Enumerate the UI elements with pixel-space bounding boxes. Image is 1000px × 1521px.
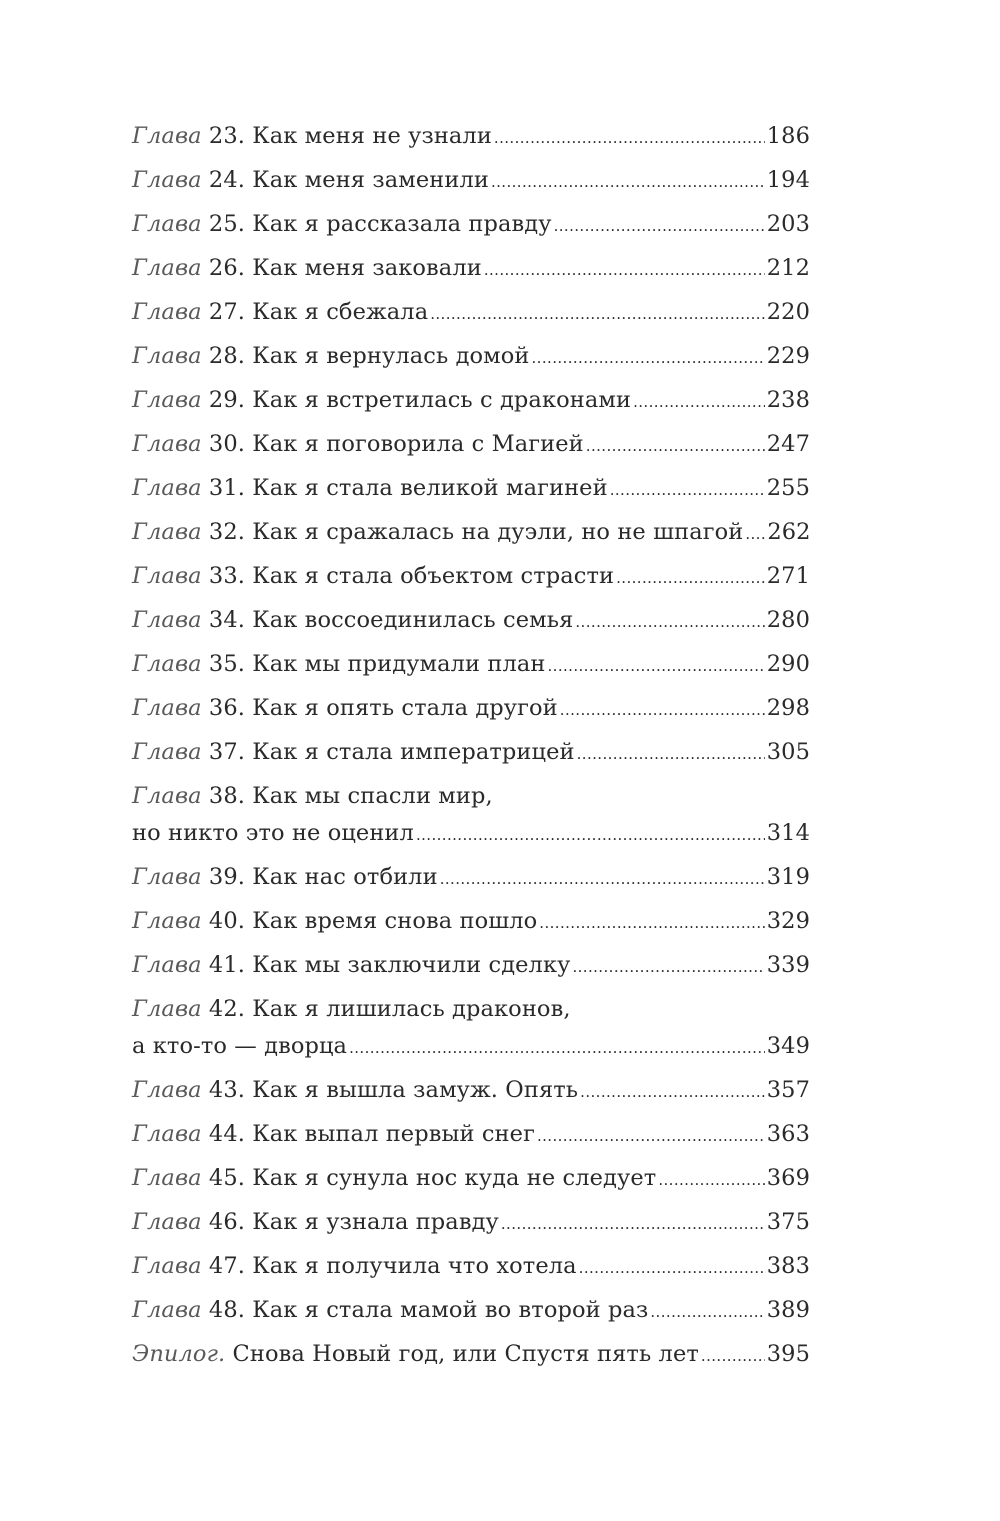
toc-page-number: 255: [766, 475, 810, 501]
toc-page-number: 369: [766, 1165, 810, 1191]
toc-entry-label: Глава: [132, 431, 202, 457]
toc-entry-title-wrap: [132, 1248, 577, 1285]
toc-entry-title: 44. Как выпал первый снег: [201, 1121, 535, 1147]
toc-entry-label: Глава: [132, 695, 202, 721]
toc-entry: [132, 118, 810, 157]
toc-entry-line: [132, 162, 810, 201]
toc-entry-title: 26. Как меня заковали: [201, 255, 482, 281]
toc-entry-label: Глава: [132, 739, 202, 765]
toc-entry-line: [132, 250, 810, 289]
toc-entry-line: [132, 1072, 810, 1111]
toc-entry-line: [132, 734, 810, 773]
toc-entry-label: Глава: [132, 1077, 202, 1103]
toc-entry-title: 45. Как я сунула нос куда не следует: [201, 1165, 657, 1191]
toc-entry-title-wrap: [132, 162, 489, 199]
toc-dot-leader: [658, 1160, 764, 1199]
toc-entry-line: [132, 426, 810, 465]
toc-entry-title: 39. Как нас отбили: [201, 864, 438, 890]
toc-entry: [132, 646, 810, 685]
toc-entry-first-line: [132, 991, 810, 1028]
toc-dot-leader: [430, 294, 765, 333]
toc-page-number: 314: [766, 820, 810, 846]
toc-entry-title: 29. Как я встретилась с драконами: [201, 387, 632, 413]
toc-entry-line: [132, 1116, 810, 1155]
toc-entry-title: 31. Как я стала великой магиней: [201, 475, 608, 501]
toc-entry-line: [132, 903, 810, 942]
toc-entry-label: Глава: [132, 563, 202, 589]
toc-entry-line: [132, 690, 810, 729]
toc-entry-title: 41. Как мы заключили сделку: [201, 952, 571, 978]
toc-entry: [132, 162, 810, 201]
toc-entry: [132, 382, 810, 421]
toc-entry: [132, 778, 810, 854]
toc-dot-leader: [572, 947, 764, 986]
toc-entry-label: Глава: [132, 519, 202, 545]
toc-entry-line: [132, 558, 810, 597]
toc-entry-title-wrap: [132, 903, 537, 940]
toc-page-number: 363: [766, 1121, 810, 1147]
toc-entry-label: Глава: [132, 123, 202, 149]
toc-entry-line: [132, 294, 810, 333]
toc-entry-label: Глава: [132, 387, 202, 413]
toc-entry-line: [132, 382, 810, 421]
toc-entry-line: [132, 118, 810, 157]
toc-dot-leader: [491, 162, 765, 201]
toc-dot-leader: [560, 690, 765, 729]
toc-entry-title-wrap: [132, 602, 573, 639]
toc-entry-title-wrap: [132, 206, 552, 243]
toc-entry-label: Глава: [132, 783, 202, 809]
toc-dot-leader: [633, 382, 765, 421]
toc-entry-label: Глава: [132, 343, 202, 369]
toc-entry-title-wrap: [132, 338, 530, 375]
toc-entry-title: 27. Как я сбежала: [201, 299, 429, 325]
toc-page-number: 319: [766, 864, 810, 890]
toc-entry-label: Глава: [132, 255, 202, 281]
toc-dot-leader: [577, 734, 765, 773]
toc-page-number: 339: [766, 952, 810, 978]
toc-entry-label: Глава: [132, 211, 202, 237]
toc-entry: [132, 514, 810, 553]
toc-entry-title-wrap: [132, 815, 414, 852]
toc-dot-leader: [580, 1072, 765, 1111]
toc-entry-title-wrap: [132, 734, 575, 771]
toc-dot-leader: [650, 1292, 764, 1331]
toc-entry: [132, 338, 810, 377]
toc-page-number: 395: [766, 1341, 810, 1367]
toc-entry-title-wrap: [132, 382, 631, 419]
toc-page-number: 186: [766, 123, 810, 149]
toc-entry-label: Глава: [132, 908, 202, 934]
toc-dot-leader: [610, 470, 765, 509]
toc-entry-title: 34. Как воссоединилась семья: [201, 607, 574, 633]
toc-entry-title-wrap: [132, 1204, 499, 1241]
toc-entry-label: Глава: [132, 1165, 202, 1191]
toc-entry-label: Глава: [132, 167, 202, 193]
toc-page-number: 229: [766, 343, 810, 369]
toc-entry: [132, 1160, 810, 1199]
toc-entry-title-continued: но никто это не оценил: [132, 820, 414, 846]
toc-dot-leader: [349, 1028, 765, 1067]
toc-entry-title-wrap: [132, 947, 570, 984]
toc-entry-label: Эпилог.: [132, 1341, 226, 1367]
toc-entry-title: 33. Как я стала объектом страсти: [201, 563, 615, 589]
toc-page-number: 290: [766, 651, 810, 677]
toc-entry-title: Снова Новый год, или Спустя пять лет: [225, 1341, 699, 1367]
toc-dot-leader: [484, 250, 765, 289]
toc-entry: [132, 426, 810, 465]
toc-entry-title-wrap: [132, 558, 614, 595]
toc-entry-title: 24. Как меня заменили: [201, 167, 489, 193]
toc-entry-title-wrap: [132, 1116, 535, 1153]
toc-dot-leader: [548, 646, 765, 685]
toc-entry-line: [132, 1248, 810, 1287]
toc-entry: [132, 1072, 810, 1111]
toc-entry-title: 28. Как я вернулась домой: [201, 343, 530, 369]
toc-entry-title-wrap: [132, 1028, 347, 1065]
toc-page-number: 247: [766, 431, 810, 457]
toc-entry-title-wrap: [132, 1072, 578, 1109]
toc-entry-line: [132, 470, 810, 509]
toc-entry-label: Глава: [132, 299, 202, 325]
toc-entry: [132, 690, 810, 729]
toc-dot-leader: [616, 558, 765, 597]
toc-entry-title: 35. Как мы придумали план: [201, 651, 546, 677]
toc-entry-title: 30. Как я поговорила с Магией: [201, 431, 584, 457]
toc-entry-line: [132, 1160, 810, 1199]
toc-entry: [132, 1116, 810, 1155]
toc-entry-title-wrap: [132, 859, 438, 896]
toc-dot-leader: [416, 815, 765, 854]
toc-dot-leader: [586, 426, 765, 465]
toc-page-number: 212: [766, 255, 810, 281]
toc-dot-leader: [501, 1204, 765, 1243]
toc-entry-title-wrap: [132, 1336, 699, 1373]
toc-entry: [132, 903, 810, 942]
toc-page-number: 203: [766, 211, 810, 237]
table-of-contents: [132, 118, 810, 1380]
toc-entry-title: 46. Как я узнала правду: [201, 1209, 499, 1235]
toc-entry-line: [132, 815, 810, 854]
toc-page-number: 349: [766, 1033, 810, 1059]
toc-page-number: 220: [766, 299, 810, 325]
toc-page-number: 194: [766, 167, 810, 193]
toc-entry: [132, 206, 810, 245]
toc-entry-line: [132, 1028, 810, 1067]
toc-entry: [132, 1336, 810, 1375]
toc-entry-label: Глава: [132, 1121, 202, 1147]
toc-dot-leader: [579, 1248, 765, 1287]
toc-page-number: 383: [766, 1253, 810, 1279]
toc-entry: [132, 602, 810, 641]
toc-entry-title-wrap: [132, 250, 482, 287]
toc-entry-label: Глава: [132, 1209, 202, 1235]
toc-entry-title-wrap: [132, 294, 428, 331]
toc-entry-title: 32. Как я сражалась на дуэли, но не шпагой: [201, 519, 744, 545]
toc-entry: [132, 470, 810, 509]
toc-entry-title: 47. Как я получила что хотела: [201, 1253, 577, 1279]
toc-entry-title-wrap: [132, 118, 492, 155]
toc-entry: [132, 947, 810, 986]
toc-entry-title-wrap: [132, 470, 608, 507]
toc-entry: [132, 1248, 810, 1287]
toc-entry-title: 25. Как я рассказала правду: [201, 211, 552, 237]
toc-entry: [132, 1292, 810, 1331]
toc-page-number: 298: [766, 695, 810, 721]
toc-entry-line: [132, 859, 810, 898]
toc-entry-title: 42. Как я лишилась драконов,: [201, 996, 571, 1022]
toc-page-number: 375: [766, 1209, 810, 1235]
toc-entry-line: [132, 514, 810, 553]
toc-entry-first-line: [132, 778, 810, 815]
toc-entry-title-wrap: [132, 1160, 656, 1197]
toc-page-number: 280: [766, 607, 810, 633]
toc-entry-line: [132, 1336, 810, 1375]
toc-dot-leader: [537, 1116, 765, 1155]
toc-page-number: 262: [767, 519, 811, 545]
toc-entry: [132, 734, 810, 773]
toc-entry-label: Глава: [132, 1297, 202, 1323]
toc-entry-label: Глава: [132, 996, 202, 1022]
toc-entry: [132, 294, 810, 333]
toc-entry: [132, 1204, 810, 1243]
toc-entry-title: 40. Как время снова пошло: [201, 908, 538, 934]
toc-dot-leader: [532, 338, 765, 377]
toc-dot-leader: [701, 1336, 765, 1375]
toc-dot-leader: [745, 514, 765, 553]
toc-entry-line: [132, 602, 810, 641]
toc-entry-label: Глава: [132, 864, 202, 890]
toc-entry-line: [132, 338, 810, 377]
toc-entry-title-wrap: [132, 646, 546, 683]
toc-entry-title: 38. Как мы спасли мир,: [201, 783, 493, 809]
toc-entry-line: [132, 947, 810, 986]
toc-entry-title: 48. Как я стала мамой во второй раз: [201, 1297, 649, 1323]
toc-dot-leader: [494, 118, 765, 157]
toc-dot-leader: [554, 206, 765, 245]
toc-entry-label: Глава: [132, 952, 202, 978]
toc-entry-title-wrap: [132, 426, 584, 463]
toc-entry-label: Глава: [132, 1253, 202, 1279]
toc-entry-title-wrap: [132, 690, 558, 727]
toc-entry-title: 43. Как я вышла замуж. Опять: [201, 1077, 579, 1103]
toc-dot-leader: [575, 602, 764, 641]
toc-page-number: 329: [766, 908, 810, 934]
toc-entry-title-wrap: [132, 1292, 648, 1329]
toc-entry-title: 36. Как я опять стала другой: [201, 695, 558, 721]
toc-entry: [132, 859, 810, 898]
toc-entry: [132, 250, 810, 289]
toc-page-number: 271: [766, 563, 810, 589]
toc-entry-title: 23. Как меня не узнали: [201, 123, 492, 149]
toc-page-number: 389: [766, 1297, 810, 1323]
toc-entry-title-continued: а кто-то — дворца: [132, 1033, 348, 1059]
toc-entry-title: 37. Как я стала императрицей: [201, 739, 575, 765]
toc-page-number: 238: [766, 387, 810, 413]
toc-entry-label: Глава: [132, 607, 202, 633]
toc-dot-leader: [440, 859, 765, 898]
toc-page-number: 357: [766, 1077, 810, 1103]
toc-entry-line: [132, 206, 810, 245]
toc-entry-line: [132, 1204, 810, 1243]
toc-entry-line: [132, 1292, 810, 1331]
toc-entry-label: Глава: [132, 475, 202, 501]
toc-dot-leader: [539, 903, 764, 942]
toc-entry-line: [132, 646, 810, 685]
toc-entry-title-wrap: [132, 514, 743, 551]
toc-entry-label: Глава: [132, 651, 202, 677]
toc-page-number: 305: [766, 739, 810, 765]
toc-entry: [132, 558, 810, 597]
toc-entry: [132, 991, 810, 1067]
